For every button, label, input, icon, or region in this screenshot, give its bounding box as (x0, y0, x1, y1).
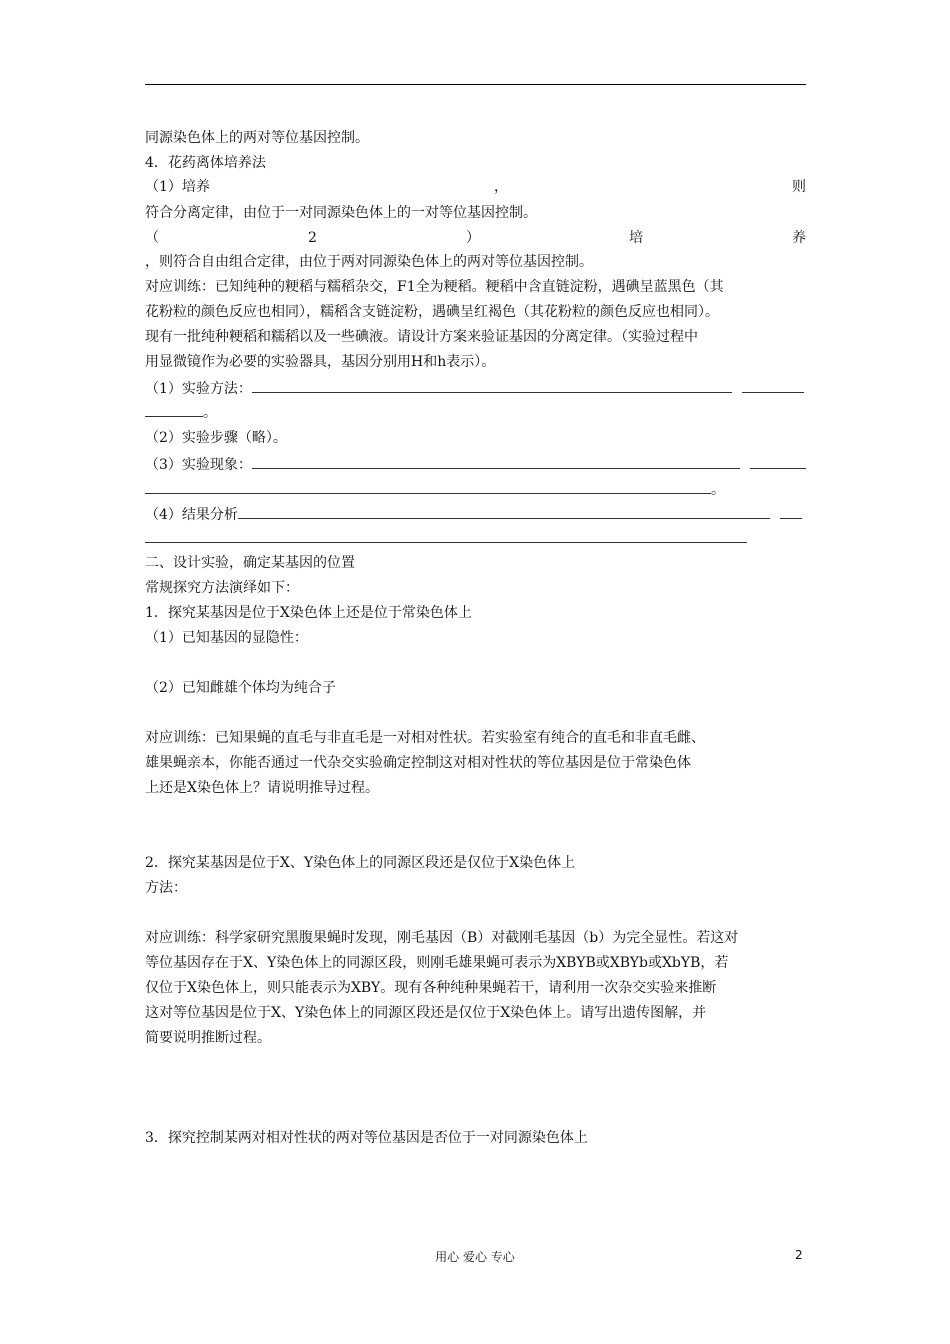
answer-blank (750, 454, 806, 469)
page-number: 2 (795, 1248, 803, 1262)
footer-slogan: 用心 爱心 专心 (435, 1250, 515, 1264)
text-line: 对应训练：已知纯种的粳稻与糯稻杂交，F1全为粳稻。粳稻中含直链淀粉，遇碘呈蓝黑色（其 (145, 279, 724, 295)
text-line: （2）实验步骤（略）。 (145, 430, 287, 446)
answer-blank (780, 504, 802, 519)
text-line: （2）已知雌雄个体均为纯合子 (145, 680, 336, 696)
question-label: （4）结果分析 (145, 507, 238, 523)
text-line: 常规探究方法演绎如下： (145, 580, 299, 596)
answer-blank (238, 504, 770, 519)
text-line: 等位基因存在于X、Y染色体上的同源区段，则刚毛雄果蝇可表示为XBYB或XBYb或XbYB，若 (145, 955, 729, 971)
answer-line (145, 454, 806, 475)
answer-blank (742, 378, 804, 393)
answer-line (145, 378, 806, 399)
text-line (145, 177, 806, 197)
text-fragment: ） (465, 230, 480, 246)
text-line: ，则符合自由组合定律，由位于两对同源染色体上的两对等位基因控制。 (145, 254, 593, 270)
header-rule (145, 84, 806, 85)
answer-blank (145, 479, 711, 494)
text-line: 对应训练：科学家研究黑腹果蝇时发现，刚毛基因（B）对截刚毛基因（b）为完全显性。若这对 (145, 930, 739, 946)
answer-blank (252, 454, 740, 469)
answer-blank (252, 378, 732, 393)
answer-line (145, 504, 806, 525)
text-fragment: （ (145, 230, 159, 246)
text-line: 仅位于X染色体上，则只能表示为XBY。现有各种纯种果蝇若干，请利用一次杂交实验来推断 (145, 980, 717, 996)
text-line: 这对等位基因是位于X、Y染色体上的同源区段还是仅位于X染色体上。请写出遗传图解，并 (145, 1005, 707, 1021)
text-fragment: 。 (203, 405, 217, 421)
text-line: （1）已知基因的显隐性： (145, 630, 308, 646)
section-heading: 1．探究某基因是位于X染色体上还是位于常染色体上 (145, 605, 472, 621)
text-line: 同源染色体上的两对等位基因控制。 (145, 130, 369, 146)
question-label: （3）实验现象： (145, 457, 252, 473)
section-heading: 二、设计实验，确定某基因的位置 (145, 555, 355, 571)
text-fragment: ， (493, 179, 508, 195)
text-line: 花粉粒的颜色反应也相同），糯稻含支链淀粉，遇碘呈红褐色（其花粉粒的颜色反应也相同）。 (145, 304, 719, 320)
text-fragment: 培 (628, 230, 643, 246)
answer-line (145, 402, 806, 423)
text-fragment: 2 (308, 230, 317, 246)
text-fragment: 则 (791, 179, 806, 195)
answer-blank (145, 528, 747, 543)
text-fragment: 。 (711, 482, 725, 498)
section-heading: 4．花药离体培养法 (145, 155, 266, 171)
text-fragment: 养 (791, 230, 806, 246)
question-label: （1）实验方法： (145, 381, 252, 397)
answer-line (145, 528, 806, 549)
answer-line (145, 479, 806, 500)
text-fragment: （1）培养 (145, 179, 210, 195)
text-line: 简要说明推断过程。 (145, 1030, 271, 1046)
text-line: 符合分离定律，由位于一对同源染色体上的一对等位基因控制。 (145, 205, 537, 221)
text-line: 现有一批纯种粳稻和糯稻以及一些碘液。请设计方案来验证基因的分离定律。（实验过程中 (145, 329, 698, 345)
text-line: 对应训练：已知果蝇的直毛与非直毛是一对相对性状。若实验室有纯合的直毛和非直毛雌、 (145, 730, 705, 746)
section-heading: 2．探究某基因是位于X、Y染色体上的同源区段还是仅位于X染色体上 (145, 855, 576, 871)
text-line: 用显微镜作为必要的实验器具，基因分别用H和h表示）。 (145, 354, 496, 370)
text-line: 雄果蝇亲本，你能否通过一代杂交实验确定控制这对相对性状的等位基因是位于常染色体 (145, 755, 691, 771)
text-line (145, 228, 806, 248)
text-line: 方法： (145, 880, 187, 896)
section-heading: 3．探究控制某两对相对性状的两对等位基因是否位于一对同源染色体上 (145, 1130, 588, 1146)
answer-blank (145, 402, 203, 417)
text-line: 上还是X染色体上？请说明推导过程。 (145, 780, 379, 796)
